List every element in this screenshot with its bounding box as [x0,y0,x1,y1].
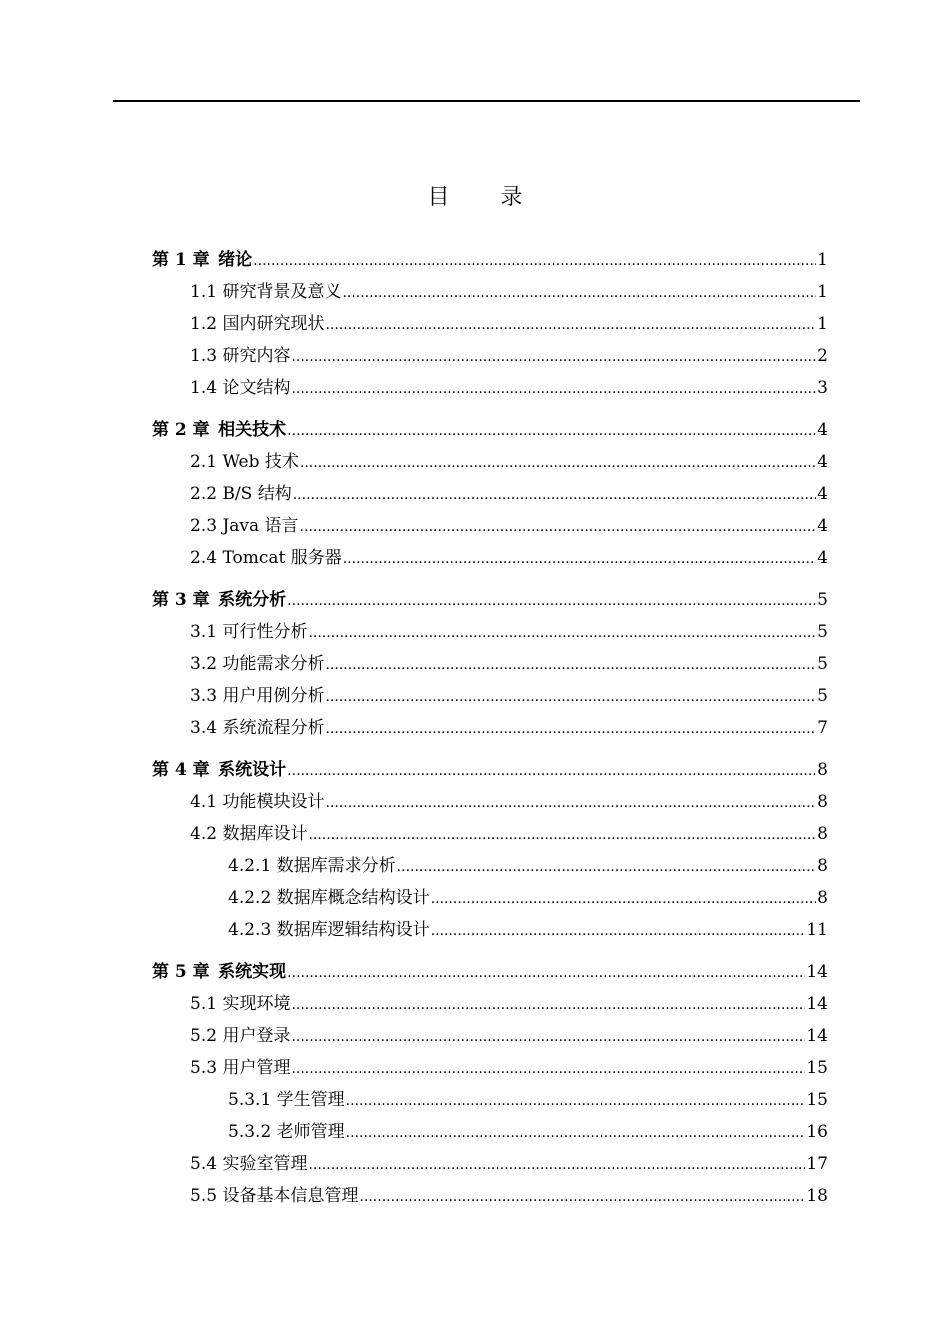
toc-entry-title: 论文结构 [222,378,291,398]
toc-section-entry[interactable] [190,376,828,400]
toc-section-entry[interactable] [190,684,828,708]
toc-subsection-entry[interactable] [228,1088,828,1112]
toc-leader-dots [253,249,816,273]
toc-leader-dots [325,653,816,677]
toc-page-number: 15 [806,1058,828,1078]
toc-section-entry[interactable] [190,790,828,814]
toc-entry-title: 功能需求分析 [222,654,325,674]
toc-entry-label [190,344,290,368]
toc-entry-title: 实现环境 [222,994,291,1014]
toc-entry-number: 第 4 章 [152,760,210,780]
toc-section-entry[interactable] [190,1184,828,1208]
toc-entry-label [152,418,286,442]
toc-page-number: 4 [817,420,828,440]
header-rule [113,100,860,102]
toc-entry-label [190,822,307,846]
toc-leader-dots [431,919,806,943]
toc-entry-number: 2.2 [190,484,218,504]
toc-entry-label [190,482,292,506]
toc-page-number: 4 [817,452,828,472]
toc-entry-number: 3.3 [190,686,218,706]
toc-leader-dots [325,717,816,741]
toc-entry-label [190,684,324,708]
toc-leader-dots [325,791,816,815]
toc-entry-title: Web 技术 [222,452,299,472]
toc-page-number: 8 [817,824,828,844]
toc-page-number: 18 [806,1186,828,1206]
toc-entry-number: 1.2 [190,314,218,334]
toc-entry-title: 数据库需求分析 [276,856,396,876]
toc-entry-label [152,248,252,272]
toc-entry-title: 国内研究现状 [222,314,325,334]
toc-section-entry[interactable] [190,1024,828,1048]
toc-chapter-entry[interactable] [152,588,828,612]
toc-entry-title: 研究内容 [222,346,291,366]
toc-leader-dots [325,685,816,709]
toc-page-number: 1 [817,282,828,302]
toc-entry-title: 功能模块设计 [222,792,325,812]
toc-page-number: 8 [817,856,828,876]
toc-title [0,180,950,211]
toc-entry-number: 4.2.2 [228,888,272,908]
toc-entry-label [152,960,286,984]
toc-entry-title: 用户用例分析 [222,686,325,706]
toc-leader-dots [359,1185,805,1209]
toc-section-entry[interactable] [190,312,828,336]
toc-entry-number: 1.3 [190,346,218,366]
toc-page-number: 8 [817,792,828,812]
toc-title-char-2: 录 [500,185,523,210]
toc-page-number: 17 [806,1154,828,1174]
toc-entry-label [190,514,299,538]
toc-entry-number: 2.4 [190,548,218,568]
toc-leader-dots [300,451,816,475]
toc-page-number: 8 [817,888,828,908]
toc-entry-label [228,918,430,942]
toc-title-char-1: 目 [427,185,450,210]
toc-entry-number: 5.3.2 [228,1122,272,1142]
toc-entry-title: 数据库逻辑结构设计 [276,920,430,940]
toc-page-number: 14 [806,994,828,1014]
toc-chapter-entry[interactable] [152,248,828,272]
toc-entry-label [190,652,324,676]
toc-entry-label [152,758,286,782]
toc-entry-number: 1.1 [190,282,218,302]
toc-entry-number: 2.1 [190,452,218,472]
toc-subsection-entry[interactable] [228,918,828,942]
toc-entry-title: 绪论 [218,250,253,270]
toc-entry-number: 第 3 章 [152,590,210,610]
toc-entry-number: 4.2.1 [228,856,272,876]
toc-entry-title: 研究背景及意义 [222,282,342,302]
toc-entry-label [228,854,396,878]
toc-entry-number: 5.2 [190,1026,218,1046]
toc-entry-label [190,716,324,740]
toc-page-number: 14 [806,962,828,982]
toc-subsection-entry[interactable] [228,886,828,910]
toc-section-entry[interactable] [190,620,828,644]
toc-page-number: 1 [817,250,828,270]
toc-entry-label [190,376,290,400]
toc-leader-dots [397,855,817,879]
toc-section-entry[interactable] [190,546,828,570]
toc-leader-dots [308,823,816,847]
toc-entry-title: 学生管理 [276,1090,345,1110]
toc-entry-label [228,886,430,910]
toc-leader-dots [346,1121,806,1145]
toc-page-number: 4 [817,516,828,536]
toc-leader-dots [291,377,816,401]
toc-leader-dots [342,281,816,305]
toc-entry-label [190,620,307,644]
toc-page-number: 15 [806,1090,828,1110]
toc-page-number: 16 [806,1122,828,1142]
toc-entry-number: 2.3 [190,516,218,536]
toc-entry-title: 相关技术 [218,420,287,440]
toc-entry-number: 5.1 [190,994,218,1014]
toc-page-number: 5 [817,590,828,610]
toc-page-number: 5 [817,686,828,706]
toc-entry-label [190,1024,290,1048]
toc-page-number: 4 [817,484,828,504]
toc-entry-number: 3.2 [190,654,218,674]
toc-page-number: 3 [817,378,828,398]
toc-entry-number: 第 5 章 [152,962,210,982]
toc-leader-dots [431,887,817,911]
toc-entry-label [228,1120,345,1144]
toc-subsection-entry[interactable] [228,854,828,878]
toc-section-entry[interactable] [190,1152,828,1176]
toc-entry-title: 实验室管理 [222,1154,308,1174]
toc-chapter-entry[interactable] [152,758,828,782]
toc-page-number: 5 [817,622,828,642]
toc-entry-number: 第 1 章 [152,250,210,270]
toc-leader-dots [291,1025,805,1049]
toc-chapter-entry[interactable] [152,418,828,442]
toc-entry-number: 4.2.3 [228,920,272,940]
toc-entry-label [228,1088,345,1112]
toc-entry-label [190,450,299,474]
toc-entry-label [190,992,290,1016]
toc-entry-title: 系统实现 [218,962,287,982]
toc-leader-dots [291,1057,805,1081]
toc-entry-label [190,312,324,336]
toc-leader-dots [287,589,816,613]
toc-leader-dots [308,621,816,645]
toc-section-entry[interactable] [190,514,828,538]
toc-entry-title: 系统流程分析 [222,718,325,738]
toc-leader-dots [287,961,805,985]
toc-entry-number: 3.1 [190,622,218,642]
toc-leader-dots [291,993,805,1017]
toc-section-entry[interactable] [190,482,828,506]
toc-entry-title: B/S 结构 [222,484,292,504]
toc-leader-dots [308,1153,805,1177]
toc-entry-number: 5.3 [190,1058,218,1078]
toc-entry-label [152,588,286,612]
toc-leader-dots [287,759,816,783]
toc-section-entry[interactable] [190,716,828,740]
toc-page-number: 14 [806,1026,828,1046]
toc-entry-title: 用户管理 [222,1058,291,1078]
toc-page-number: 4 [817,548,828,568]
toc-entry-title: 用户登录 [222,1026,291,1046]
toc-page-number: 8 [817,760,828,780]
toc-entry-title: 数据库概念结构设计 [276,888,430,908]
toc-entry-label [190,1152,307,1176]
toc-entry-number: 4.1 [190,792,218,812]
toc-page-number: 5 [817,654,828,674]
toc-leader-dots [291,345,816,369]
toc-section-entry[interactable] [190,344,828,368]
toc-entry-title: 系统分析 [218,590,287,610]
toc-leader-dots [346,1089,806,1113]
toc-entry-number: 5.3.1 [228,1090,272,1110]
toc-leader-dots [287,419,816,443]
toc-entry-number: 4.2 [190,824,218,844]
toc-entry-number: 第 2 章 [152,420,210,440]
toc-entry-number: 3.4 [190,718,218,738]
toc-leader-dots [300,515,817,539]
toc-subsection-entry[interactable] [228,1120,828,1144]
toc-page-number: 2 [817,346,828,366]
toc-entry-title: Tomcat 服务器 [222,548,342,568]
toc-entry-title: 系统设计 [218,760,287,780]
toc-section-entry[interactable] [190,652,828,676]
toc-entry-label [190,1184,358,1208]
toc-section-entry[interactable] [190,1056,828,1080]
toc-entry-title: Java 语言 [222,516,299,536]
toc-leader-dots [325,313,816,337]
toc-entry-number: 1.4 [190,378,218,398]
toc-entry-title: 设备基本信息管理 [222,1186,359,1206]
toc-entry-label [190,280,341,304]
toc-page-number: 11 [806,920,828,940]
toc-chapter-entry[interactable] [152,960,828,984]
toc-section-entry[interactable] [190,450,828,474]
toc-entry-number: 5.5 [190,1186,218,1206]
toc-section-entry[interactable] [190,280,828,304]
toc-page-number: 7 [817,718,828,738]
toc-section-entry[interactable] [190,822,828,846]
toc-page-number: 1 [817,314,828,334]
toc-leader-dots [343,547,816,571]
toc-leader-dots [293,483,816,507]
toc-entry-label [190,790,324,814]
toc-entry-label [190,1056,290,1080]
toc-section-entry[interactable] [190,992,828,1016]
toc-entry-title: 可行性分析 [222,622,308,642]
toc-entry-label [190,546,342,570]
toc-entry-title: 数据库设计 [222,824,308,844]
toc-entry-title: 老师管理 [276,1122,345,1142]
toc-entry-number: 5.4 [190,1154,218,1174]
